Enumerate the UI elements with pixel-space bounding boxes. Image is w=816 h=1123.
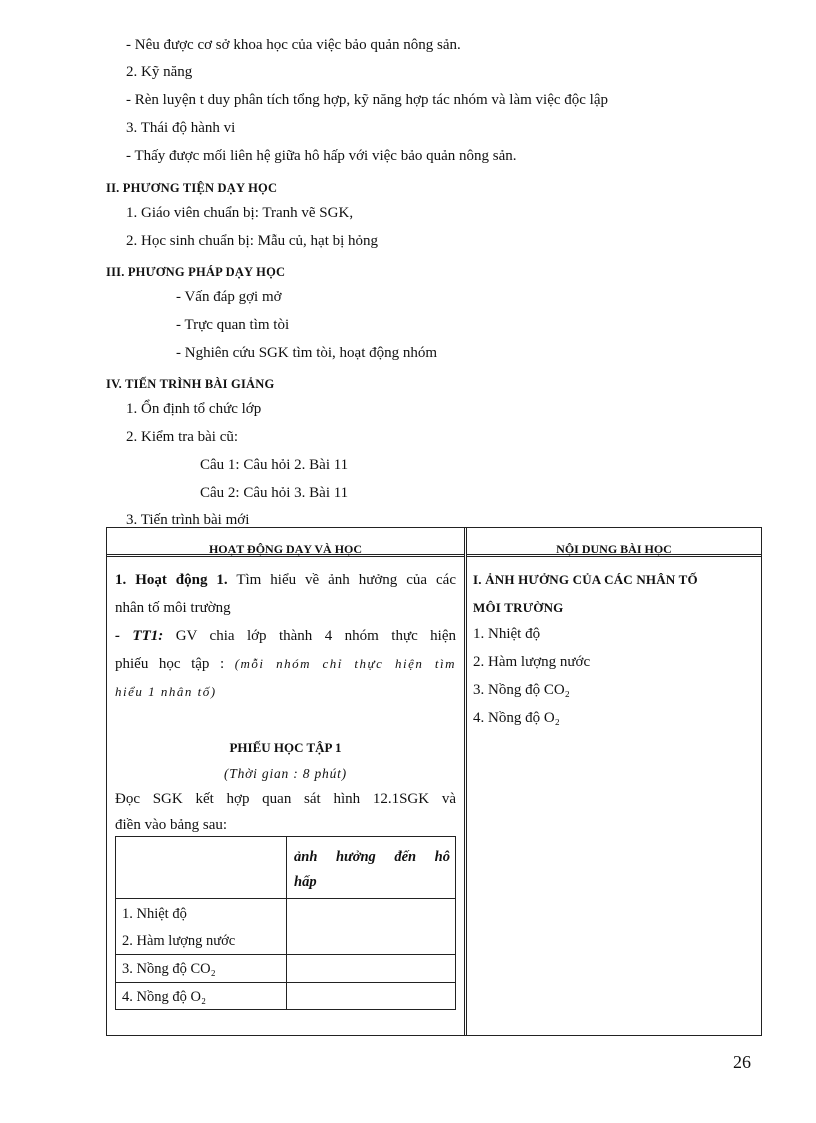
task-line1 <box>115 622 456 650</box>
task-line1-rest: GV chia lớp thành 4 nhóm thực hiện <box>175 628 457 644</box>
worksheet-row-label: 4. Nồng độ O₂ <box>122 989 206 1005</box>
worksheet-header: ảnh hưởng đến hô <box>294 849 450 865</box>
page-number: 26 <box>733 1052 751 1072</box>
section-4-item: 2. Kiểm tra bài cũ: <box>126 429 239 445</box>
content-item: 4. Nồng độ O₂ <box>473 710 560 726</box>
section-3-item: - Vấn đáp gợi mở <box>176 289 282 305</box>
activity-title: 1. Hoạt động 1. <box>115 572 228 588</box>
task-line2-a: phiếu học tập : <box>115 656 225 672</box>
review-question: Câu 2: Câu hỏi 3. Bài 11 <box>200 485 349 501</box>
attitude-heading: 3. Thái độ hành vi <box>126 120 236 136</box>
content-item: 2. Hàm lượng nước <box>473 654 591 670</box>
worksheet-title: PHIẾU HỌC TẬP 1 <box>229 740 342 755</box>
worksheet-table <box>115 836 456 1010</box>
skills-line: - Rèn luyện t duy phân tích tổng hợp, kỹ năng hợp tác nhóm và làm việc độc lập <box>126 92 609 108</box>
worksheet-row-label: 1. Nhiệt độ <box>122 906 187 922</box>
section-3-heading: III. PHƯƠNG PHÁP DẠY HỌC <box>106 265 286 279</box>
skills-heading: 2. Kỹ năng <box>126 64 193 80</box>
worksheet-time: (Thời gian : 8 phút) <box>224 766 347 781</box>
task-line2 <box>115 650 456 678</box>
content-heading-line1: I. ẢNH HƯỞNG CỦA CÁC NHÂN TỐ <box>473 572 698 587</box>
attitude-line: - Thấy được mối liên hệ giữa hô hấp với việc bảo quản nông sản. <box>126 148 517 164</box>
worksheet-row-label: 2. Hàm lượng nước <box>122 933 236 949</box>
section-2-heading: II. PHƯƠNG TIỆN DẠY HỌC <box>106 181 278 195</box>
worksheet-instruction-line1: Đọc SGK kết hợp quan sát hình 12.1SGK và <box>115 791 456 807</box>
content-heading-line2: MÔI TRƯỜNG <box>473 600 564 615</box>
column-divider <box>464 528 467 1035</box>
review-question: Câu 1: Câu hỏi 2. Bài 11 <box>200 457 349 473</box>
header-left: HOẠT ĐỘNG DẠY VÀ HỌC <box>208 542 363 556</box>
section-4-item: 1. Ổn định tổ chức lớp <box>126 401 262 417</box>
section-3-item: - Trực quan tìm tòi <box>176 317 290 333</box>
task-line2-b: (mỗi nhóm chỉ thực hiện tìm <box>234 656 456 671</box>
section-2-item: 1. Giáo viên chuẩn bị: Tranh vẽ SGK, <box>126 205 354 221</box>
activity-title-line2: nhân tố môi trường <box>115 600 231 616</box>
objective-knowledge-line: - Nêu được cơ sở khoa học của việc bảo quản nông sản. <box>126 37 461 53</box>
section-3-item: - Nghiên cứu SGK tìm tòi, hoạt động nhóm <box>176 345 438 361</box>
worksheet-row-label: 3. Nồng độ CO₂ <box>122 961 216 977</box>
activity-title-line <box>115 566 456 594</box>
section-2-item: 2. Học sinh chuẩn bị: Mẫu củ, hạt bị hỏng <box>126 233 379 249</box>
task-line3: hiểu 1 nhân tố) <box>115 684 217 699</box>
content-item: 3. Nồng độ CO₂ <box>473 682 570 698</box>
worksheet-col-divider <box>286 837 287 1009</box>
worksheet-row-rule <box>116 898 455 899</box>
lesson-table <box>106 527 762 1036</box>
content-item: 1. Nhiệt độ <box>473 626 541 642</box>
worksheet-instruction-line2: điền vào bảng sau: <box>115 817 228 833</box>
task-label: - TT1: <box>115 628 164 644</box>
worksheet-header-line2: hấp <box>294 874 317 890</box>
section-4-heading: IV. TIẾN TRÌNH BÀI GIẢNG <box>106 377 275 391</box>
header-right: NỘI DUNG BÀI HỌC <box>556 542 672 556</box>
activity-title-rest: Tìm hiểu về ảnh hưởng của các <box>236 572 456 588</box>
section-4-item-3: 3. Tiến trình bài mới <box>126 512 250 528</box>
